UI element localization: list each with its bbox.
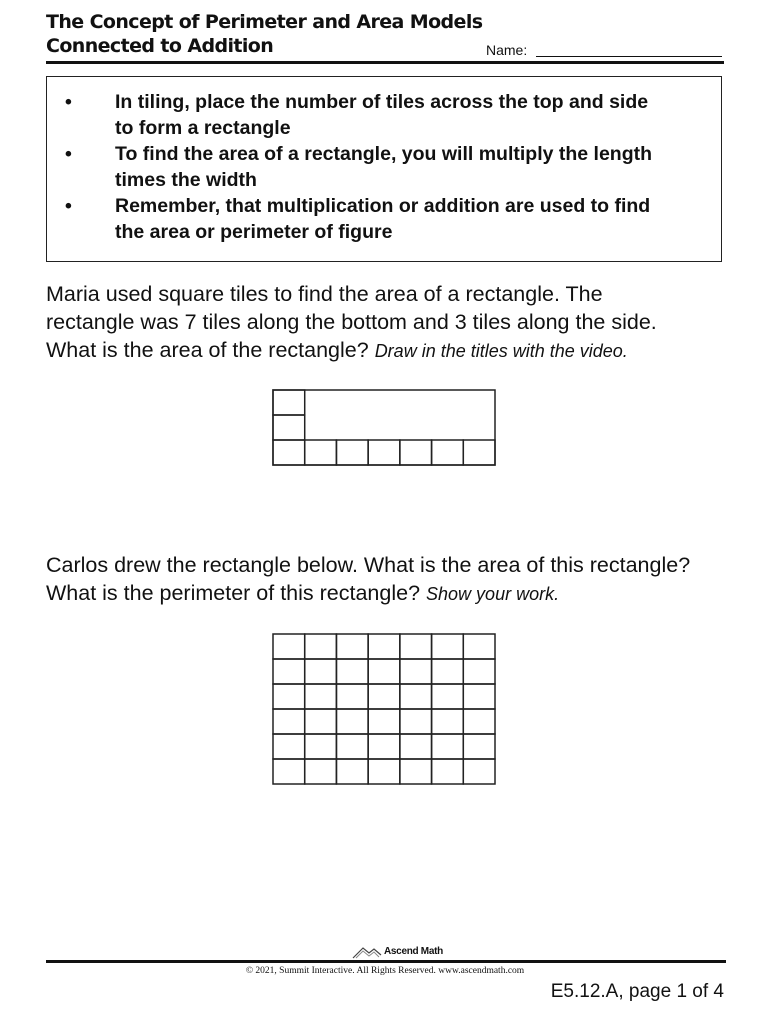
logo-text: Ascend Math <box>384 946 443 957</box>
title-line-2: Connected to Addition <box>46 35 274 57</box>
grid-cell <box>336 709 368 734</box>
grid-cell <box>336 759 368 784</box>
grid-cell <box>336 734 368 759</box>
grid-cell <box>463 634 495 659</box>
copyright: © 2021, Summit Interactive. All Rights Reserved. www.ascendmath.com <box>245 966 525 976</box>
grid-cell <box>432 634 464 659</box>
question-1-line-2: rectangle was 7 tiles along the bottom and 3 tiles along the side. <box>46 310 657 334</box>
grid-cell <box>305 734 337 759</box>
grid-rectangle <box>272 633 498 786</box>
grid-cell <box>463 759 495 784</box>
tip-line: In tiling, place the number of tiles across the top and side <box>115 91 649 113</box>
side-tile <box>273 415 305 440</box>
question-1-instruction: Draw in the titles with the video. <box>374 341 628 361</box>
grid-cell <box>368 734 400 759</box>
bottom-tile <box>336 440 368 465</box>
grid-cell <box>432 659 464 684</box>
outer-rectangle <box>273 390 495 465</box>
grid-cell <box>273 734 305 759</box>
grid-cell <box>463 734 495 759</box>
page-number: E5.12.A, page 1 of 4 <box>550 981 724 1002</box>
question-2-line-1: Carlos drew the rectangle below. What is the area of this rectangle? <box>46 553 691 577</box>
tip-line: to form a rectangle <box>115 117 291 139</box>
bottom-tile <box>432 440 464 465</box>
grid-cell <box>305 709 337 734</box>
question-1-line-3: What is the area of the rectangle? <box>46 338 369 362</box>
tip-item <box>61 193 715 245</box>
tip-item <box>61 141 715 193</box>
bottom-tile <box>368 440 400 465</box>
bullet: • <box>65 143 72 165</box>
grid-cell <box>400 684 432 709</box>
side-tile <box>273 390 305 415</box>
question-2-instruction: Show your work. <box>426 584 560 604</box>
grid-cell <box>305 659 337 684</box>
grid-cell <box>336 634 368 659</box>
name-field[interactable] <box>536 56 722 57</box>
bottom-tile <box>273 440 305 465</box>
bullet: • <box>65 91 72 113</box>
grid-cell <box>432 734 464 759</box>
grid-cell <box>400 759 432 784</box>
question-1 <box>46 280 746 365</box>
bottom-tile <box>305 440 337 465</box>
grid-cell <box>368 759 400 784</box>
tip-line: Remember, that multiplication or addition are used to find <box>115 195 651 217</box>
grid-cell <box>432 709 464 734</box>
tiling-diagram[interactable] <box>272 389 498 467</box>
grid-cell <box>400 734 432 759</box>
grid-cell <box>463 709 495 734</box>
question-1-line-1: Maria used square tiles to find the area of a rectangle. The <box>46 282 603 306</box>
header-divider <box>46 61 724 64</box>
grid-cell <box>273 684 305 709</box>
grid-cell <box>432 684 464 709</box>
grid-cell <box>400 634 432 659</box>
bottom-tile <box>400 440 432 465</box>
question-2-line-2: What is the perimeter of this rectangle? <box>46 581 421 605</box>
grid-cell <box>273 659 305 684</box>
tip-line: times the width <box>115 169 257 191</box>
worksheet-title <box>46 10 482 58</box>
grid-cell <box>368 634 400 659</box>
tip-item <box>61 89 715 141</box>
bottom-tile <box>463 440 495 465</box>
tip-line: the area or perimeter of figure <box>115 221 393 243</box>
ascend-math-logo-icon <box>352 943 382 961</box>
question-2 <box>46 551 746 608</box>
tips-box <box>46 76 722 262</box>
grid-cell <box>368 709 400 734</box>
grid-cell <box>400 659 432 684</box>
footer-divider <box>46 960 726 963</box>
grid-cell <box>400 709 432 734</box>
grid-cell <box>305 684 337 709</box>
grid-cell <box>336 659 368 684</box>
tips-list <box>61 89 715 245</box>
grid-cell <box>368 659 400 684</box>
title-line-1: The Concept of Perimeter and Area Models <box>46 11 483 33</box>
grid-cell <box>463 659 495 684</box>
grid-cell <box>305 634 337 659</box>
name-label: Name: <box>486 42 528 58</box>
bullet: • <box>65 195 72 217</box>
grid-cell <box>336 684 368 709</box>
grid-cell <box>273 709 305 734</box>
grid-cell <box>432 759 464 784</box>
grid-cell <box>368 684 400 709</box>
tip-line: To find the area of a rectangle, you will multiply the length <box>115 143 653 165</box>
grid-cell <box>273 759 305 784</box>
grid-cell <box>463 684 495 709</box>
grid-cell <box>305 759 337 784</box>
grid-cell <box>273 634 305 659</box>
